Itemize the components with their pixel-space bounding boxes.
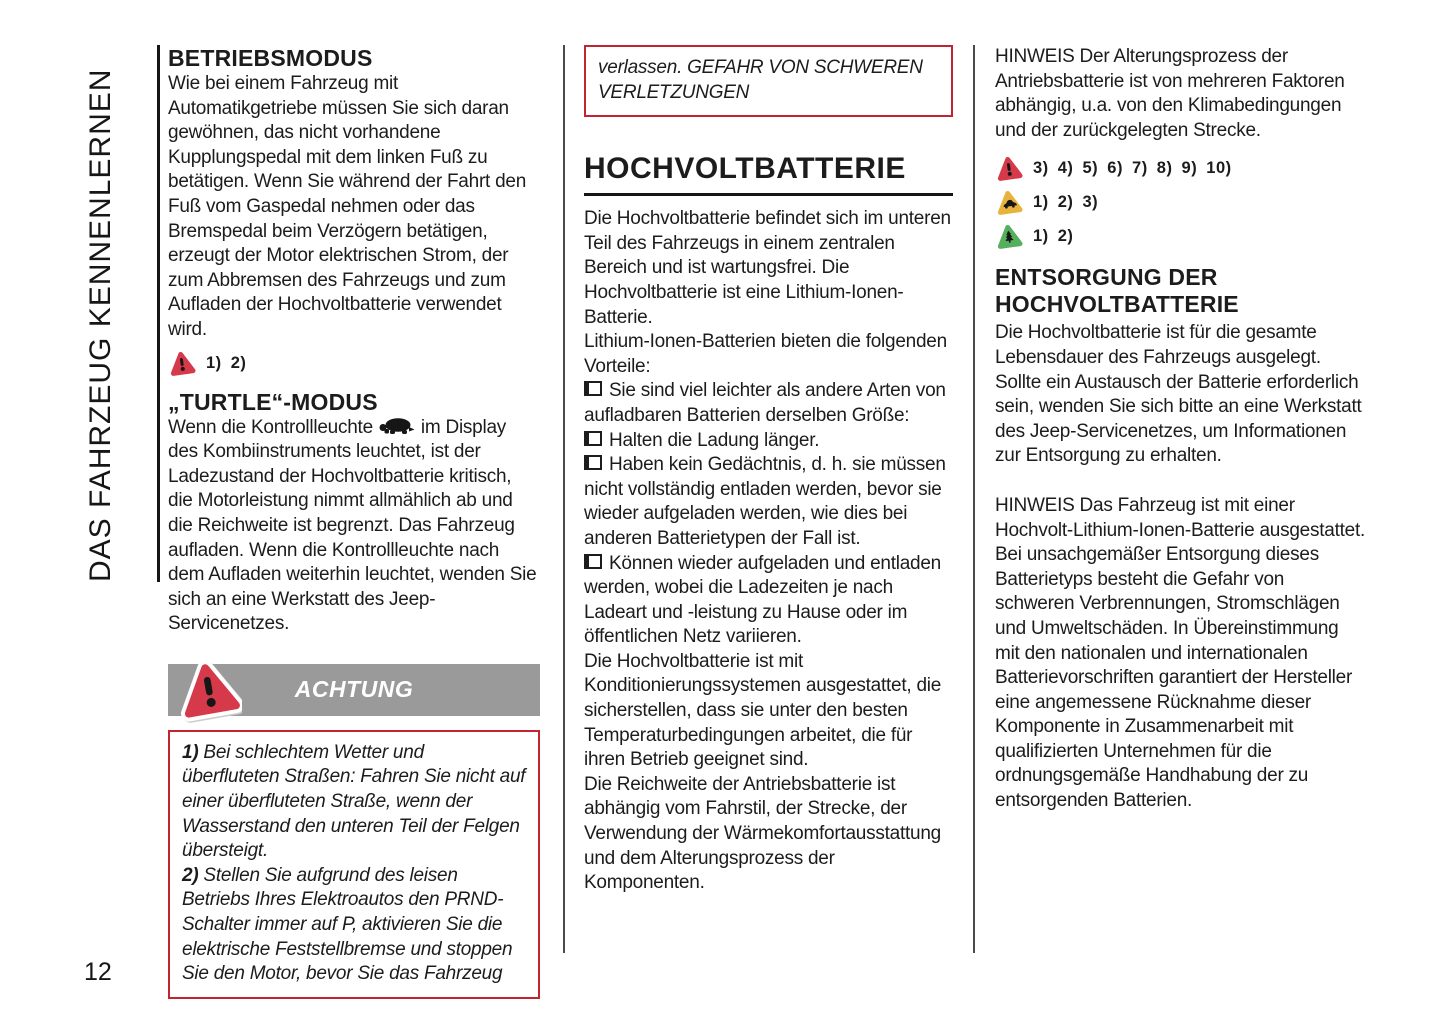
warning-note (182, 741, 526, 864)
section-title-turtle-modus: „TURTLE“-MODUS (168, 388, 378, 415)
square-bullet-icon (584, 455, 602, 470)
car-warning-triangle-icon (995, 189, 1023, 216)
note-number: 2) (182, 864, 199, 886)
warning-continuation-text: verlassen. GEFAHR VON SCHWEREN VERLETZUNGEN (598, 57, 923, 103)
bullet-item (584, 552, 953, 650)
warning-continuation-box (584, 45, 953, 117)
tree-warning-triangle-icon (995, 223, 1023, 250)
text-after-turtle-icon: im Display des Kombiinstruments leuchtet, ist der Ladezustand der Hochvoltbatterie kritisch, die Motorleistung nimmt allmählich ab und die Reichweite ist begrenzt. Das Fahrzeug aufladen. Wenn die Kontrollleuchte nach dem Aufladen weiterhin leuchtet, wenden Sie sich an eine Werkstatt des Jeep-Servicenetzes. (168, 416, 537, 635)
paragraph: Die Reichweite der Antriebsbatterie ist abhängig vom Fahrstil, der Strecke, der Verwendung der Wärmekomfortausstattung und dem Alterungsprozess der Komponenten. (584, 773, 941, 894)
chapter-title-vertical: DAS FAHRZEUG KENNENLERNEN (84, 68, 117, 582)
column-3 (995, 45, 1367, 814)
hinweis-paragraph: HINWEIS Das Fahrzeug ist mit einer Hochvolt-Lithium-Ionen-Batterie ausgestattet. Bei unsachgemäßer Entsorgung dieses Batterietyps besteht die Gefahr von schweren Verbrennungen, Stromschlägen und Umweltschäden. In Übereinstimmung mit den nationalen und internationalen Batterievorschriften garantiert der Hersteller eine angemessene Rücknahme dieser Komponente in Zusammenarbeit mit qualifizierten Unternehmen für die ordnungsgemäße Handhabung der zu entsorgenden Batterien. (995, 494, 1366, 812)
square-bullet-icon (584, 381, 602, 396)
square-bullet-icon (584, 431, 602, 446)
footnote-icon-legend (995, 155, 1367, 250)
footnote-ref-row (168, 350, 540, 377)
turtle-icon (378, 417, 416, 436)
footnote-ref-row (995, 189, 1367, 216)
section-title-entsorgung (995, 264, 1367, 318)
column-divider (563, 45, 565, 953)
achtung-banner-label: ACHTUNG (294, 676, 414, 703)
note-text: Bei schlechtem Wetter und überfluteten Straßen: Fahren Sie nicht auf einer überfluteten Straße, wenn der Wasserstand den unteren Teil der Felgen übersteigt. (182, 741, 526, 862)
paragraph: Die Hochvoltbatterie ist mit Konditionierungssystemen ausgestattet, die sicherstellen, dass sie unter den besten Temperaturbedingungen arbeitet, die für ihren Betrieb geeignet sind. (584, 650, 942, 771)
paragraph: Die Hochvoltbatterie ist für die gesamte Lebensdauer des Fahrzeugs ausgelegt. Sollte ein Austausch der Batterie erforderlich sein, wenden Sie sich bitte an eine Werkstatt des Jeep-Servicenetzes, um Informationen zur Entsorgung zu erhalten. (995, 322, 1362, 467)
footnote-refs: 3) 4) 5) 6) 7) 8) 9) 10) (1033, 159, 1232, 178)
red-warning-triangle-icon (995, 155, 1023, 182)
paragraph (168, 416, 540, 637)
text-before-turtle-icon: Wenn die Kontrollleuchte (168, 416, 373, 438)
bullet-item (584, 453, 953, 551)
title-line-2: HOCHVOLTBATTERIE (995, 291, 1239, 318)
column-1 (168, 45, 540, 999)
footnote-refs: 1) 2) 3) (1033, 193, 1099, 212)
title-line-1: ENTSORGUNG DER (995, 264, 1218, 291)
bullet-text: Halten die Ladung länger. (609, 429, 820, 451)
hinweis-paragraph: HINWEIS Der Alterungsprozess der Antriebsbatterie ist von mehreren Faktoren abhängig, u.a. von den Klimabedingungen und der zurückgelegten Strecke. (995, 46, 1345, 141)
footnote-ref-row (995, 155, 1367, 182)
bullet-text: Sie sind viel leichter als andere Arten von aufladbaren Batterien derselben Größe: (584, 380, 946, 426)
bullet-text: Können wieder aufgeladen und entladen werden, wobei die Ladezeiten je nach Ladeart und -leistung zu Hause oder im öffentlichen Netz variieren. (584, 552, 941, 648)
page-number: 12 (84, 958, 112, 986)
bullet-text: Haben kein Gedächtnis, d. h. sie müssen nicht vollständig entladen werden, bevor sie wieder aufgeladen werden, wie dies bei anderen Batterietypen der Fall ist. (584, 454, 946, 549)
warning-notes-box (168, 730, 540, 999)
paragraph: Lithium-Ionen-Batterien bieten die folgenden Vorteile: (584, 331, 947, 377)
column-divider (973, 45, 975, 953)
bullet-item (584, 429, 953, 454)
paragraph: Wie bei einem Fahrzeug mit Automatikgetriebe müssen Sie sich daran gewöhnen, das nicht vorhandene Kupplungspedal mit dem linken Fuß zu betätigen. Wenn Sie während der Fahrt den Fuß vom Gaspedal nehmen oder das Bremspedal beim Verzögern betätigen, erzeugt der Motor elektrischen Strom, der zum Abbremsen des Fahrzeugs und zum Aufladen der Hochvoltbatterie verwendet wird. (168, 73, 527, 340)
achtung-banner (168, 664, 540, 716)
footnote-ref-row (995, 223, 1367, 250)
note-text: Stellen Sie aufgrund des leisen Betriebs Ihres Elektroautos den PRND-Schalter immer auf P, aktivieren Sie die elektrische Feststellbremse und stoppen Sie den Motor, bevor Sie das Fahrzeug (182, 864, 513, 985)
section-title-hochvoltbatterie: HOCHVOLTBATTERIE (584, 152, 953, 196)
footnote-refs: 1) 2) (1033, 227, 1074, 246)
column-2 (584, 45, 953, 896)
square-bullet-icon (584, 554, 602, 569)
section-title-betriebsmodus: BETRIEBSMODUS (168, 45, 373, 71)
warning-note (182, 864, 526, 987)
bullet-item (584, 379, 953, 428)
sidebar-rule (157, 45, 160, 582)
note-number: 1) (182, 741, 199, 763)
footnote-refs: 1) 2) (206, 353, 247, 372)
paragraph: Die Hochvoltbatterie befindet sich im unteren Teil des Fahrzeugs in einem zentralen Bereich und ist wartungsfrei. Die Hochvoltbatterie ist eine Lithium-Ionen-Batterie. (584, 208, 951, 328)
red-warning-triangle-icon (168, 350, 196, 377)
